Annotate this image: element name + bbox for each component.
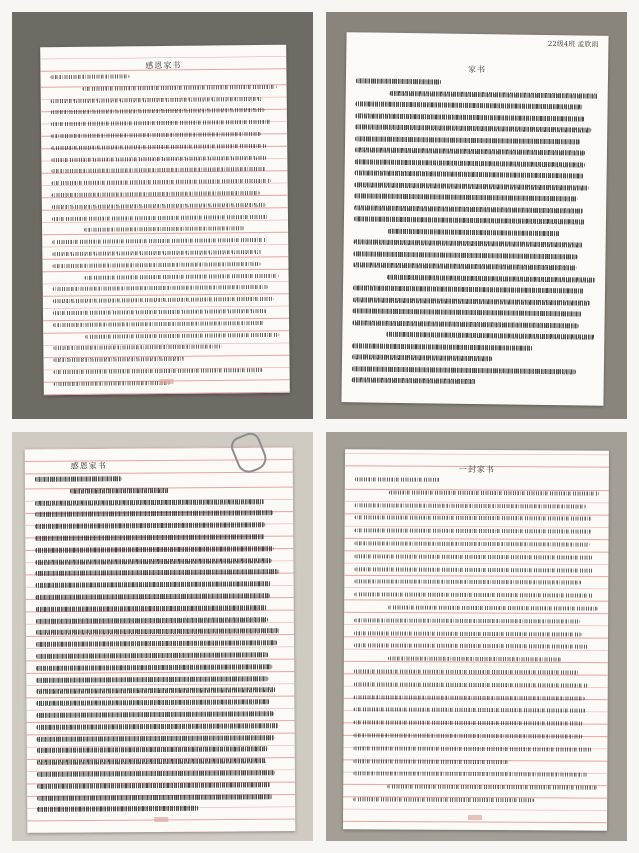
handwritten-line — [36, 688, 275, 695]
handwritten-line — [70, 488, 170, 494]
letter-title: 感恩家书 — [70, 461, 107, 471]
handwritten-line — [36, 676, 268, 683]
handwritten-line — [356, 78, 441, 84]
handwritten-line — [353, 772, 587, 777]
handwritten-line — [52, 191, 260, 197]
handwritten-line — [355, 136, 580, 144]
handwritten-line — [36, 664, 272, 671]
handwritten-line — [35, 546, 273, 553]
handwritten-line — [53, 321, 264, 327]
class-name-label: 22级4班 孟欣雨 — [547, 40, 599, 49]
handwritten-line — [389, 490, 599, 495]
handwritten-line — [85, 332, 279, 338]
handwritten-line — [355, 529, 592, 534]
handwritten-line — [37, 794, 272, 801]
handwritten-line — [355, 147, 585, 155]
handwritten-line — [53, 297, 274, 303]
handwritten-line — [353, 297, 590, 305]
handwritten-line — [387, 274, 595, 282]
letter-sheet — [40, 45, 290, 396]
handwritten-lines — [353, 477, 599, 806]
handwritten-line — [51, 97, 263, 103]
handwritten-line — [37, 735, 275, 742]
handwritten-line — [354, 554, 592, 559]
photo-panel-2 — [326, 12, 627, 419]
handwritten-line — [37, 758, 266, 765]
handwritten-line — [353, 285, 584, 293]
handwritten-line — [36, 640, 277, 647]
handwritten-line — [353, 308, 582, 316]
handwritten-line — [52, 215, 268, 221]
handwritten-line — [353, 262, 576, 270]
handwritten-line — [353, 733, 582, 738]
handwritten-line — [53, 309, 267, 315]
handwritten-line — [388, 228, 560, 235]
handwritten-line — [355, 170, 584, 178]
handwritten-line — [36, 652, 268, 659]
handwritten-lines — [35, 475, 285, 809]
handwritten-line — [54, 381, 170, 386]
handwritten-line — [82, 85, 276, 91]
handwritten-line — [37, 711, 274, 718]
handwritten-line — [353, 746, 591, 751]
handwritten-line — [51, 120, 272, 126]
handwritten-lines — [352, 78, 598, 381]
handwritten-line — [50, 74, 129, 79]
handwritten-line — [35, 522, 265, 529]
handwritten-line — [388, 657, 562, 662]
handwritten-line — [53, 357, 184, 362]
handwritten-line — [354, 682, 589, 687]
handwritten-line — [353, 251, 577, 259]
handwritten-line — [36, 570, 279, 577]
handwritten-line — [54, 368, 263, 374]
handwritten-line — [37, 770, 275, 777]
handwritten-line — [356, 101, 584, 109]
handwritten-line — [84, 273, 278, 279]
letter-sheet — [25, 447, 296, 833]
letter-sheet — [343, 449, 609, 830]
handwritten-line — [36, 581, 271, 588]
page-stamp — [160, 379, 174, 384]
handwritten-line — [355, 503, 586, 508]
handwritten-line — [354, 593, 593, 598]
handwritten-line — [37, 723, 279, 730]
handwritten-line — [354, 239, 584, 247]
handwritten-line — [51, 144, 266, 150]
handwritten-line — [387, 785, 597, 790]
handwritten-line — [35, 511, 273, 518]
handwritten-line — [53, 345, 221, 351]
handwritten-line — [37, 782, 270, 789]
handwritten-line — [390, 90, 598, 98]
letter-sheet — [341, 32, 608, 406]
handwritten-line — [51, 156, 266, 162]
handwritten-line — [352, 343, 532, 351]
handwritten-line — [355, 113, 584, 121]
page-stamp — [154, 817, 168, 822]
handwritten-line — [36, 605, 267, 612]
handwritten-line — [355, 516, 592, 521]
handwritten-lines — [50, 73, 279, 371]
handwritten-line — [35, 499, 264, 506]
handwritten-line — [354, 182, 589, 190]
letter-title: 家书 — [468, 64, 487, 75]
handwritten-line — [354, 567, 593, 572]
handwritten-line — [354, 193, 577, 201]
handwritten-line — [355, 124, 591, 132]
photo-panel-1 — [12, 12, 313, 419]
handwritten-line — [35, 476, 122, 482]
handwritten-line — [37, 806, 198, 812]
handwritten-line — [355, 159, 585, 167]
handwritten-line — [354, 580, 581, 585]
handwritten-line — [36, 593, 270, 600]
handwritten-line — [354, 669, 579, 674]
page-stamp — [468, 815, 482, 820]
handwritten-line — [353, 320, 579, 328]
handwritten-line — [51, 132, 261, 138]
handwritten-line — [52, 179, 271, 185]
letter-title: 感恩家书 — [145, 60, 182, 71]
handwritten-line — [36, 617, 268, 624]
handwritten-line — [36, 629, 279, 636]
handwritten-line — [52, 238, 266, 244]
handwritten-line — [355, 477, 440, 481]
handwritten-line — [52, 250, 261, 256]
handwritten-line — [354, 541, 589, 546]
handwritten-line — [354, 644, 588, 649]
handwritten-line — [52, 262, 260, 268]
handwritten-line — [35, 558, 271, 565]
handwritten-line — [52, 203, 266, 209]
handwritten-line — [354, 721, 583, 726]
letter-title: 一封家书 — [458, 464, 495, 475]
handwritten-line — [354, 618, 580, 623]
handwritten-line — [354, 708, 586, 713]
handwritten-line — [51, 167, 265, 173]
handwritten-line — [354, 205, 583, 213]
handwritten-line — [352, 377, 476, 384]
handwritten-line — [352, 366, 576, 374]
handwritten-line — [51, 108, 265, 114]
handwritten-line — [352, 354, 492, 361]
handwritten-line — [386, 332, 594, 340]
handwritten-line — [354, 631, 582, 636]
handwritten-line — [84, 227, 245, 233]
handwritten-line — [37, 747, 268, 754]
photo-panel-3 — [12, 432, 313, 841]
handwritten-line — [353, 797, 534, 802]
handwritten-line — [388, 606, 598, 611]
handwritten-line — [36, 699, 269, 706]
photo-panel-4 — [326, 432, 627, 841]
handwritten-line — [354, 216, 585, 224]
handwritten-line — [35, 534, 264, 541]
handwritten-line — [354, 695, 585, 700]
handwritten-line — [53, 285, 268, 291]
handwritten-line — [353, 759, 508, 764]
